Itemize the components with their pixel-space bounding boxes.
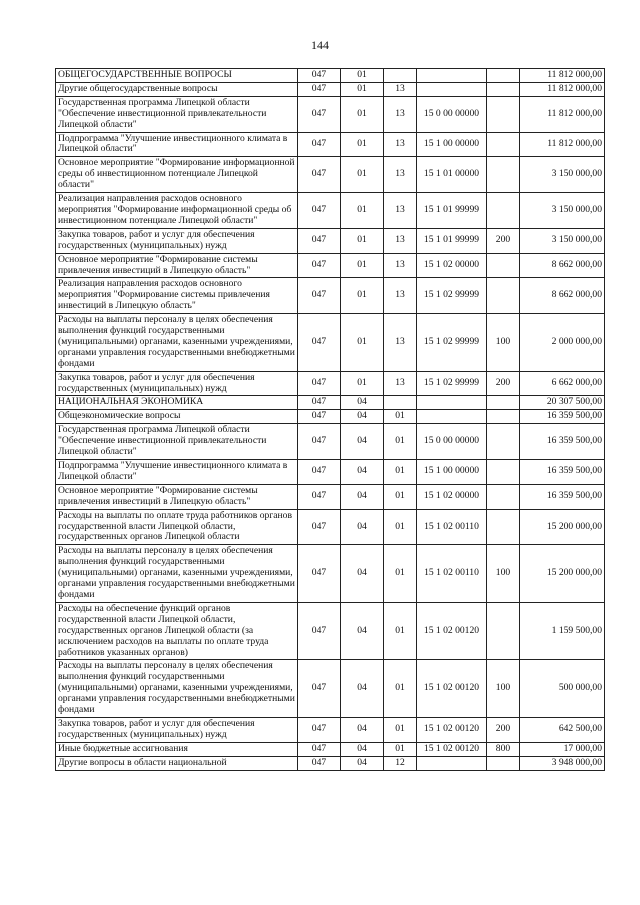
subsection-code: 01 [384, 460, 417, 485]
subsection-code: 01 [384, 410, 417, 424]
subsection-code [384, 69, 417, 83]
section-code: 01 [341, 278, 384, 314]
ministry-code: 047 [298, 132, 341, 157]
target-article-code: 15 1 00 00000 [417, 132, 487, 157]
section-code: 04 [341, 509, 384, 545]
amount: 16 359 500,00 [520, 410, 605, 424]
amount: 15 200 000,00 [520, 545, 605, 603]
row-name: Закупка товаров, работ и услуг для обеспечения государственных (муниципальных) нужд [56, 371, 298, 396]
table-row [56, 742, 605, 756]
ministry-code: 047 [298, 371, 341, 396]
ministry-code: 047 [298, 157, 341, 193]
target-article-code: 15 1 02 00120 [417, 742, 487, 756]
amount: 3 948 000,00 [520, 756, 605, 770]
table-row [56, 96, 605, 132]
expense-type-code [487, 253, 520, 278]
table-row [56, 278, 605, 314]
section-code: 04 [341, 396, 384, 410]
expense-type-code: 200 [487, 717, 520, 742]
section-code: 04 [341, 484, 384, 509]
row-name: Подпрограмма "Улучшение инвестиционного климата в Липецкой области" [56, 132, 298, 157]
section-code: 01 [341, 96, 384, 132]
expense-type-code: 200 [487, 228, 520, 253]
section-code: 04 [341, 460, 384, 485]
section-code: 01 [341, 132, 384, 157]
subsection-code: 13 [384, 314, 417, 372]
row-name: Реализация направления расходов основного мероприятия "Формирование системы привлечения инвестиций в Липецкую область" [56, 278, 298, 314]
ministry-code: 047 [298, 96, 341, 132]
target-article-code: 15 1 01 00000 [417, 157, 487, 193]
expense-type-code [487, 82, 520, 96]
amount: 8 662 000,00 [520, 278, 605, 314]
ministry-code: 047 [298, 314, 341, 372]
expense-type-code [487, 96, 520, 132]
ministry-code: 047 [298, 545, 341, 603]
target-article-code: 15 1 02 99999 [417, 371, 487, 396]
ministry-code: 047 [298, 228, 341, 253]
table-row [56, 484, 605, 509]
section-code: 01 [341, 193, 384, 229]
expense-type-code [487, 69, 520, 83]
amount: 1 159 500,00 [520, 602, 605, 660]
subsection-code: 01 [384, 717, 417, 742]
table-row [56, 253, 605, 278]
subsection-code: 13 [384, 278, 417, 314]
subsection-code: 13 [384, 371, 417, 396]
ministry-code: 047 [298, 424, 341, 460]
subsection-code: 12 [384, 756, 417, 770]
amount: 15 200 000,00 [520, 509, 605, 545]
subsection-code: 01 [384, 424, 417, 460]
ministry-code: 047 [298, 717, 341, 742]
table-row [56, 460, 605, 485]
target-article-code: 15 1 01 99999 [417, 228, 487, 253]
row-name: Основное мероприятие "Формирование системы привлечения инвестиций в Липецкую область" [56, 253, 298, 278]
amount: 3 150 000,00 [520, 228, 605, 253]
amount: 16 359 500,00 [520, 424, 605, 460]
expense-type-code [487, 396, 520, 410]
expense-type-code [487, 410, 520, 424]
row-name: Расходы на выплаты персоналу в целях обеспечения выполнения функций государственными (муниципальными) органами, казенными учреждениями, органами управления государственными внебюджетными фондами [56, 314, 298, 372]
budget-table [55, 68, 605, 771]
row-name: Закупка товаров, работ и услуг для обеспечения государственных (муниципальных) нужд [56, 717, 298, 742]
ministry-code: 047 [298, 193, 341, 229]
table-row [56, 82, 605, 96]
expense-type-code [487, 756, 520, 770]
amount: 11 812 000,00 [520, 132, 605, 157]
section-code: 01 [341, 69, 384, 83]
section-code: 01 [341, 82, 384, 96]
expense-type-code: 800 [487, 742, 520, 756]
section-code: 01 [341, 157, 384, 193]
row-name: Государственная программа Липецкой области "Обеспечение инвестиционной привлекательности Липецкой области" [56, 424, 298, 460]
expense-type-code [487, 509, 520, 545]
amount: 3 150 000,00 [520, 193, 605, 229]
subsection-code: 13 [384, 253, 417, 278]
subsection-code: 01 [384, 602, 417, 660]
amount: 17 000,00 [520, 742, 605, 756]
amount: 642 500,00 [520, 717, 605, 742]
expense-type-code: 200 [487, 371, 520, 396]
row-name: Общеэкономические вопросы [56, 410, 298, 424]
row-name: Другие общегосударственные вопросы [56, 82, 298, 96]
target-article-code [417, 410, 487, 424]
amount: 16 359 500,00 [520, 484, 605, 509]
subsection-code: 01 [384, 545, 417, 603]
table-row [56, 602, 605, 660]
target-article-code: 15 1 02 00110 [417, 509, 487, 545]
subsection-code: 01 [384, 742, 417, 756]
section-code: 04 [341, 717, 384, 742]
target-article-code: 15 1 00 00000 [417, 460, 487, 485]
row-name: ОБЩЕГОСУДАРСТВЕННЫЕ ВОПРОСЫ [56, 69, 298, 83]
row-name: Расходы на выплаты персоналу в целях обеспечения выполнения функций государственными (муниципальными) органами, казенными учреждениями, органами управления государственными внебюджетными фондами [56, 545, 298, 603]
ministry-code: 047 [298, 509, 341, 545]
row-name: Закупка товаров, работ и услуг для обеспечения государственных (муниципальных) нужд [56, 228, 298, 253]
section-code: 04 [341, 742, 384, 756]
expense-type-code [487, 484, 520, 509]
table-row [56, 396, 605, 410]
page-number: 144 [311, 38, 329, 52]
amount: 11 812 000,00 [520, 82, 605, 96]
row-name: Реализация направления расходов основного мероприятия "Формирование информационной среды об инвестиционном потенциале Липецкой области" [56, 193, 298, 229]
row-name: Подпрограмма "Улучшение инвестиционного климата в Липецкой области" [56, 460, 298, 485]
target-article-code: 15 1 02 00120 [417, 717, 487, 742]
section-code: 01 [341, 253, 384, 278]
table-body [56, 69, 605, 771]
ministry-code: 047 [298, 278, 341, 314]
target-article-code: 15 1 02 99999 [417, 314, 487, 372]
table-row [56, 193, 605, 229]
row-name: Расходы на выплаты персоналу в целях обеспечения выполнения функций государственными (муниципальными) органами, казенными учреждениями, органами управления государственными внебюджетными фондами [56, 660, 298, 718]
table-row [56, 509, 605, 545]
expense-type-code [487, 132, 520, 157]
subsection-code: 13 [384, 157, 417, 193]
ministry-code: 047 [298, 484, 341, 509]
target-article-code: 15 1 02 00120 [417, 660, 487, 718]
amount: 16 359 500,00 [520, 460, 605, 485]
target-article-code [417, 756, 487, 770]
row-name: НАЦИОНАЛЬНАЯ ЭКОНОМИКА [56, 396, 298, 410]
subsection-code: 01 [384, 484, 417, 509]
target-article-code [417, 69, 487, 83]
table-row [56, 756, 605, 770]
table-row [56, 371, 605, 396]
target-article-code: 15 1 02 00000 [417, 484, 487, 509]
subsection-code: 13 [384, 132, 417, 157]
table-row [56, 660, 605, 718]
ministry-code: 047 [298, 396, 341, 410]
expense-type-code [487, 157, 520, 193]
table-row [56, 717, 605, 742]
row-name: Расходы на обеспечение функций органов государственной власти Липецкой области, государственных органов Липецкой области (за исключением расходов на выплаты по оплате труда работников указанных органов) [56, 602, 298, 660]
target-article-code [417, 82, 487, 96]
row-name: Основное мероприятие "Формирование информационной среды об инвестиционном потенциале Липецкой области" [56, 157, 298, 193]
section-code: 04 [341, 410, 384, 424]
expense-type-code: 100 [487, 314, 520, 372]
amount: 11 812 000,00 [520, 69, 605, 83]
amount: 500 000,00 [520, 660, 605, 718]
expense-type-code: 100 [487, 660, 520, 718]
section-code: 04 [341, 602, 384, 660]
amount: 6 662 000,00 [520, 371, 605, 396]
target-article-code: 15 1 02 00000 [417, 253, 487, 278]
target-article-code [417, 396, 487, 410]
table-row [56, 228, 605, 253]
table-row [56, 424, 605, 460]
table-row [56, 410, 605, 424]
ministry-code: 047 [298, 82, 341, 96]
amount: 8 662 000,00 [520, 253, 605, 278]
ministry-code: 047 [298, 660, 341, 718]
row-name: Государственная программа Липецкой области "Обеспечение инвестиционной привлекательности Липецкой области" [56, 96, 298, 132]
row-name: Другие вопросы в области национальной [56, 756, 298, 770]
ministry-code: 047 [298, 602, 341, 660]
row-name: Основное мероприятие "Формирование системы привлечения инвестиций в Липецкую область" [56, 484, 298, 509]
expense-type-code [487, 193, 520, 229]
subsection-code: 13 [384, 96, 417, 132]
ministry-code: 047 [298, 742, 341, 756]
row-name: Расходы на выплаты по оплате труда работников органов государственной власти Липецкой области, государственных органов Липецкой области [56, 509, 298, 545]
amount: 11 812 000,00 [520, 96, 605, 132]
section-code: 01 [341, 371, 384, 396]
ministry-code: 047 [298, 410, 341, 424]
amount: 20 307 500,00 [520, 396, 605, 410]
table-row [56, 132, 605, 157]
subsection-code: 01 [384, 660, 417, 718]
section-code: 04 [341, 545, 384, 603]
section-code: 04 [341, 756, 384, 770]
expense-type-code [487, 460, 520, 485]
subsection-code: 13 [384, 228, 417, 253]
section-code: 04 [341, 660, 384, 718]
row-name: Иные бюджетные ассигнования [56, 742, 298, 756]
table-row [56, 157, 605, 193]
ministry-code: 047 [298, 460, 341, 485]
section-code: 01 [341, 228, 384, 253]
expense-type-code: 100 [487, 545, 520, 603]
table-row [56, 69, 605, 83]
subsection-code: 13 [384, 82, 417, 96]
subsection-code: 13 [384, 193, 417, 229]
target-article-code: 15 0 00 00000 [417, 424, 487, 460]
expense-type-code [487, 424, 520, 460]
target-article-code: 15 1 01 99999 [417, 193, 487, 229]
expense-type-code [487, 602, 520, 660]
ministry-code: 047 [298, 69, 341, 83]
ministry-code: 047 [298, 253, 341, 278]
target-article-code: 15 1 02 00120 [417, 602, 487, 660]
ministry-code: 047 [298, 756, 341, 770]
amount: 3 150 000,00 [520, 157, 605, 193]
target-article-code: 15 1 02 00110 [417, 545, 487, 603]
expense-type-code [487, 278, 520, 314]
subsection-code [384, 396, 417, 410]
section-code: 01 [341, 314, 384, 372]
amount: 2 000 000,00 [520, 314, 605, 372]
target-article-code: 15 1 02 99999 [417, 278, 487, 314]
table-row [56, 545, 605, 603]
table-row [56, 314, 605, 372]
subsection-code: 01 [384, 509, 417, 545]
target-article-code: 15 0 00 00000 [417, 96, 487, 132]
section-code: 04 [341, 424, 384, 460]
